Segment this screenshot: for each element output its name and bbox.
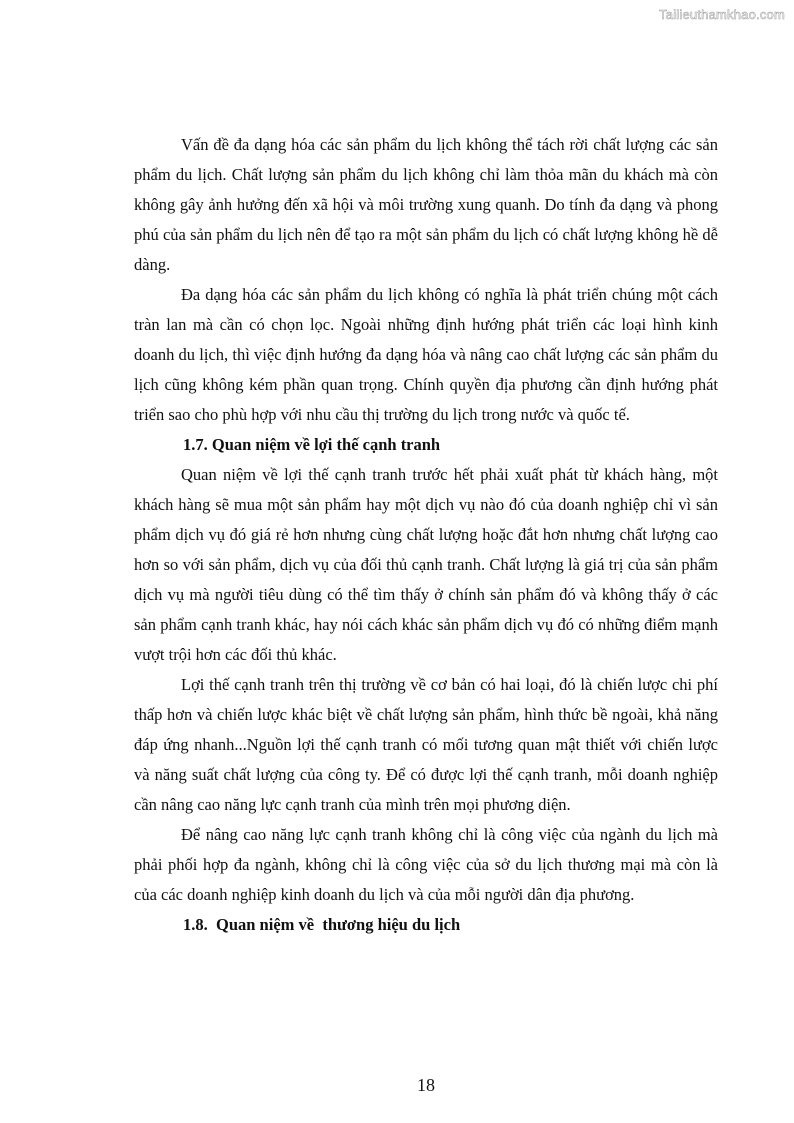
paragraph-1: Vấn đề đa dạng hóa các sản phẩm du lịch không thể tách rời chất lượng các sản phẩm du lịch. Chất lượng sản phẩm du lịch không chỉ làm thỏa mãn du khách mà còn không gây ảnh hưởng đến xã hội và môi trường xung quanh. Do tính đa dạng và phong phú của sản phẩm du lịch nên để tạo ra một sản phẩm du lịch có chất lượng không hề dễ dàng. [134, 135, 718, 274]
page-number: 18 [417, 1075, 435, 1095]
section-heading-1-8: 1.8. Quan niệm về thương hiệu du lịch [183, 915, 461, 934]
paragraph-3: Quan niệm về lợi thế cạnh tranh trước hết phải xuất phát từ khách hàng, một khách hàng sẽ mua một sản phẩm hay một dịch vụ nào đó của doanh nghiệp chỉ vì sản phẩm dịch vụ đó giá rẻ hơn nhưng cùng chất lượng hoặc đắt hơn nhưng chất lượng cao hơn so với sản phẩm, dịch vụ của đối thủ cạnh tranh. Chất lượng là giá trị của sản phẩm dịch vụ mà người tiêu dùng có thể tìm thấy ở chính sản phẩm đó và không thấy ở các sản phẩm cạnh tranh khác, hay nói cách khác sản phẩm dịch vụ đó có những điểm mạnh vượt trội hơn các đối thủ khác. [134, 465, 718, 664]
section-heading-1-7: 1.7. Quan niệm về lợi thế cạnh tranh [183, 435, 441, 454]
paragraph-5: Để nâng cao năng lực cạnh tranh không chỉ là công việc của ngành du lịch mà phải phối hợp đa ngành, không chỉ là công việc của sở du lịch thương mại mà còn là của các doanh nghiệp kinh doanh du lịch và của mỗi người dân địa phương. [134, 825, 718, 904]
paragraph-4: Lợi thế cạnh tranh trên thị trường về cơ bản có hai loại, đó là chiến lược chi phí thấp hơn và chiến lược khác biệt về chất lượng sản phẩm, hình thức bề ngoài, khả năng đáp ứng nhanh...Nguồn lợi thế cạnh tranh có mối tương quan mật thiết với chiến lược và năng suất chất lượng của công ty. Để có được lợi thế cạnh tranh, mỗi doanh nghiệp cần nâng cao năng lực cạnh tranh của mình trên mọi phương diện. [134, 675, 718, 814]
document-body [134, 130, 718, 940]
watermark-text: Tailieuthamkhao.com [659, 7, 785, 22]
paragraph-2: Đa dạng hóa các sản phẩm du lịch không có nghĩa là phát triển chúng một cách tràn lan mà cần có chọn lọc. Ngoài những định hướng phát triển các loại hình kinh doanh du lịch, thì việc định hướng đa dạng hóa và nâng cao chất lượng các sản phẩm du lịch cũng không kém phần quan trọng. Chính quyền địa phương cần định hướng phát triển sao cho phù hợp với nhu cầu thị trường du lịch trong nước và quốc tế. [134, 285, 718, 424]
